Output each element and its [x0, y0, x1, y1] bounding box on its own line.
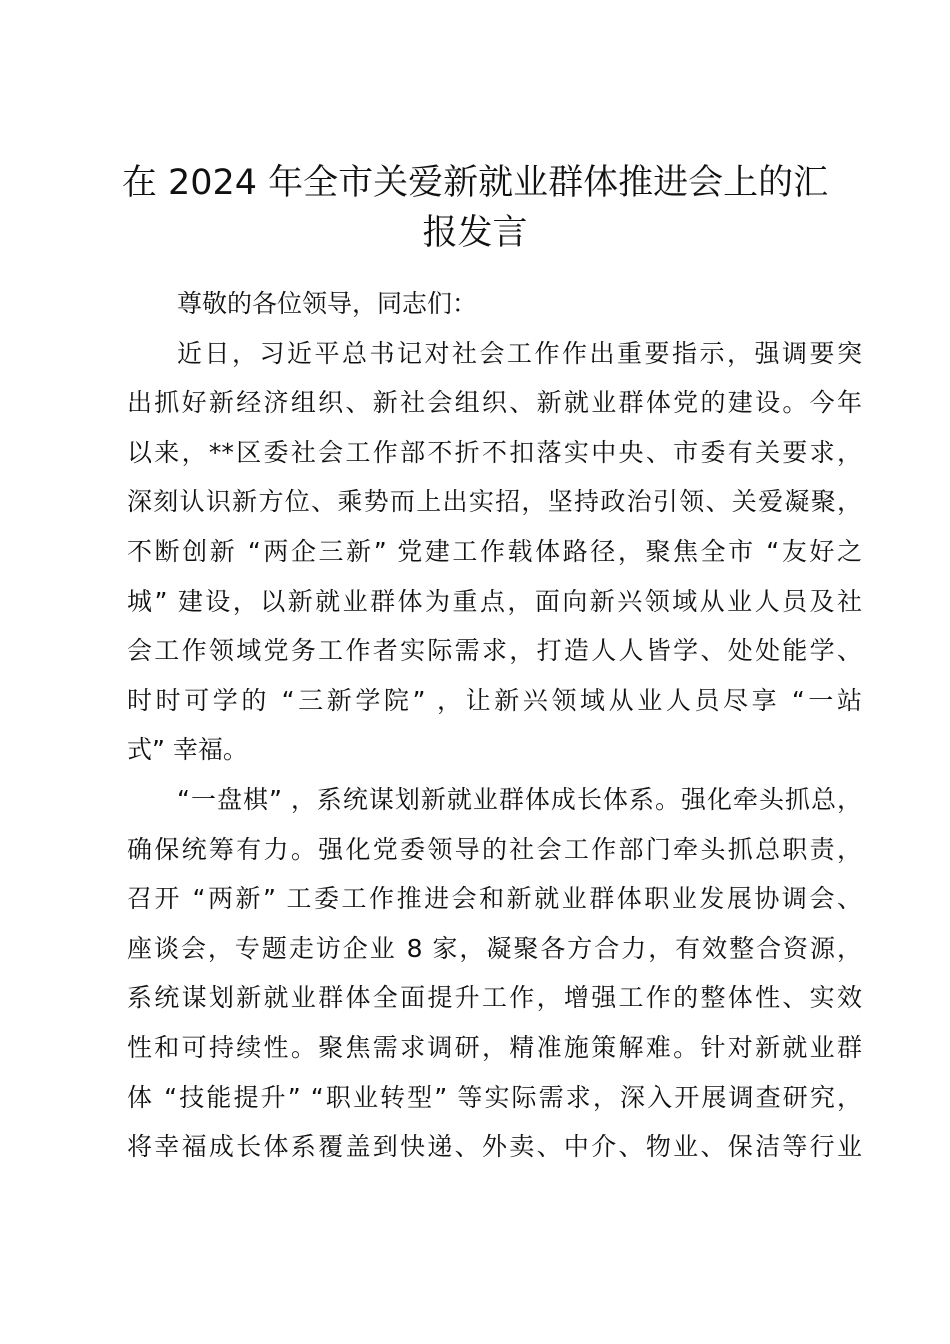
- paragraph-line: 以来，**区委社会工作部不折不扣落实中央、市委有关要求，: [127, 437, 862, 467]
- paragraph-line: 体 “技能提升” “职业转型” 等实际需求，深入开展调查研究，: [127, 1082, 862, 1112]
- paragraph-line: 城” 建设，以新就业群体为重点，面向新兴领域从业人员及社: [127, 586, 862, 616]
- paragraph-line: 性和可持续性。聚焦需求调研，精准施策解难。针对新就业群: [127, 1032, 862, 1062]
- title-line-1: 在 2024 年全市关爱新就业群体推进会上的汇: [121, 163, 829, 203]
- title-line-2: 报发言: [422, 213, 528, 253]
- paragraph-line: 深刻认识新方位、乘势而上出实招，坚持政治引领、关爱凝聚，: [127, 487, 862, 517]
- paragraph-line: 将幸福成长体系覆盖到快递、外卖、中介、物业、保洁等行业: [127, 1132, 862, 1162]
- paragraph-line: 出抓好新经济组织、新社会组织、新就业群体党的建设。今年: [127, 388, 862, 418]
- salutation: 尊敬的各位领导，同志们：: [177, 289, 478, 318]
- document-title: [100, 158, 850, 258]
- paragraph-line: 时时可学的 “三新学院” ，让新兴领域从业人员尽享 “一站: [127, 685, 862, 715]
- document-body: [127, 279, 862, 1172]
- paragraph-1: [127, 329, 862, 775]
- paragraph-line: 座谈会，专题走访企业 8 家，凝聚各方合力，有效整合资源，: [127, 933, 862, 963]
- paragraph-line: 系统谋划新就业群体全面提升工作，增强工作的整体性、实效: [127, 983, 862, 1013]
- paragraph-line: 近日，习近平总书记对社会工作作出重要指示，强调要突: [177, 338, 862, 368]
- paragraph-line: “一盘棋” ，系统谋划新就业群体成长体系。强化牵头抓总，: [177, 784, 862, 814]
- paragraph-line: 召开 “两新” 工委工作推进会和新就业群体职业发展协调会、: [127, 884, 862, 914]
- paragraph-line: 会工作领域党务工作者实际需求，打造人人皆学、处处能学、: [127, 636, 862, 666]
- paragraph-2: [127, 775, 862, 1172]
- paragraph-line: 式” 幸福。: [127, 735, 248, 765]
- paragraph-line: 确保统筹有力。强化党委领导的社会工作部门牵头抓总职责，: [127, 834, 862, 864]
- paragraph-line: 不断创新 “两企三新” 党建工作载体路径，聚焦全市 “友好之: [127, 536, 862, 566]
